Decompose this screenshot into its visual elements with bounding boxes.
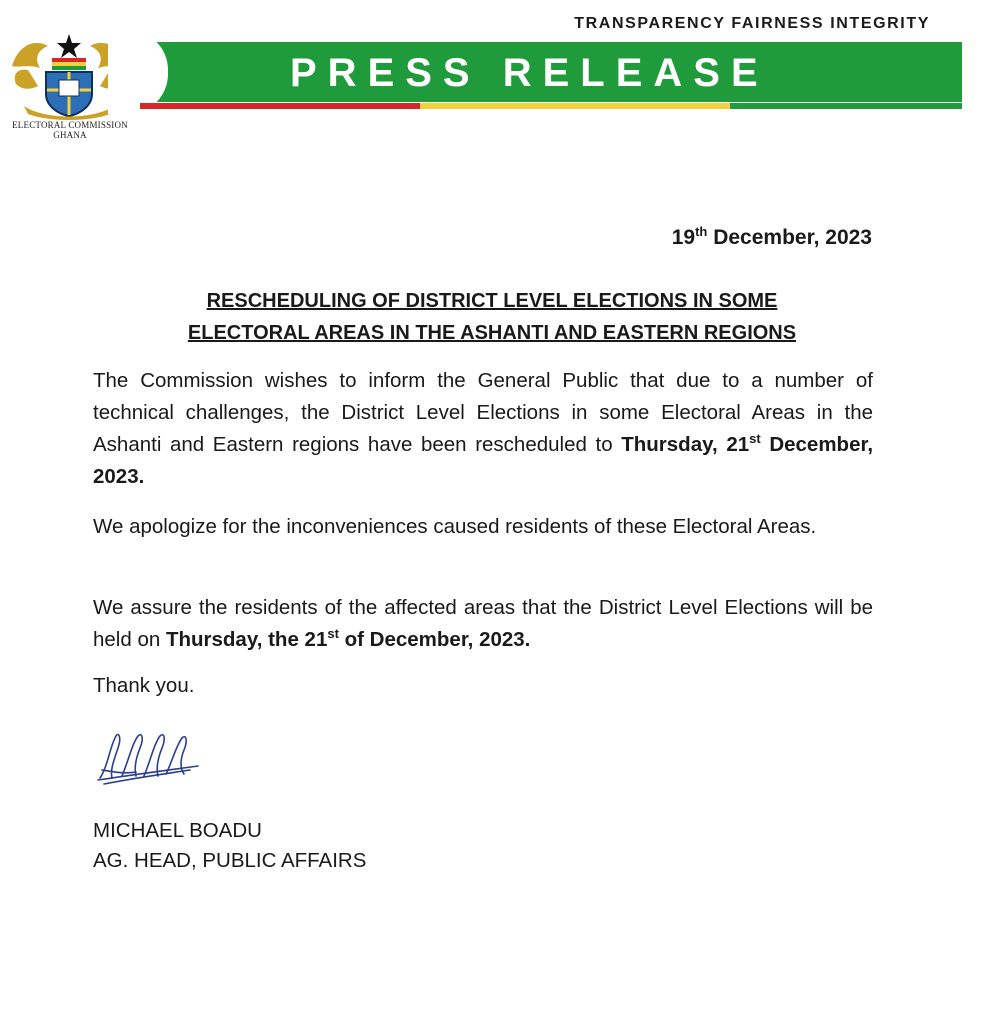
headline-line2: ELECTORAL AREAS IN THE ASHANTI AND EASTERN REGIONS [187, 322, 797, 344]
flag-stripe-yellow [420, 103, 730, 109]
logo-caption-line2: GHANA [53, 130, 87, 140]
signer-title: AG. HEAD, PUBLIC AFFAIRS [93, 849, 367, 872]
flag-stripe-red [140, 103, 420, 109]
paragraph-apology: We apologize for the inconveniences caused residents of these Electoral Areas. [93, 515, 817, 538]
signer-name: MICHAEL BOADU [93, 819, 262, 842]
logo-caption [0, 120, 140, 140]
motto: TRANSPARENCY FAIRNESS INTEGRITY [574, 15, 930, 32]
flag-stripe-green [730, 103, 962, 109]
banner-title: PRESS RELEASE [290, 51, 769, 95]
release-date: 19th December, 2023 [671, 224, 872, 249]
handwritten-signature [94, 726, 204, 792]
headline-line1: RESCHEDULING OF DISTRICT LEVEL ELECTIONS IN SOME [206, 290, 778, 312]
signer-block [93, 816, 366, 876]
closing-thanks: Thank you. [93, 674, 195, 697]
date-suffix: th [695, 224, 708, 239]
logo-caption-line1: ELECTORAL COMMISSION [12, 120, 128, 130]
paragraph-announcement: The Commission wishes to inform the General Public that due to a number of technical challenges, the District Level Elections in some Electoral Areas in the Ashanti and Eastern regions have been rescheduled to Thursday, 21st December, 2023. [93, 369, 874, 488]
headline [100, 285, 884, 349]
paragraph-assurance: We assure the residents of the affected areas that the District Level Elections will be held on Thursday, the 21st of December, 2023. [93, 596, 873, 651]
